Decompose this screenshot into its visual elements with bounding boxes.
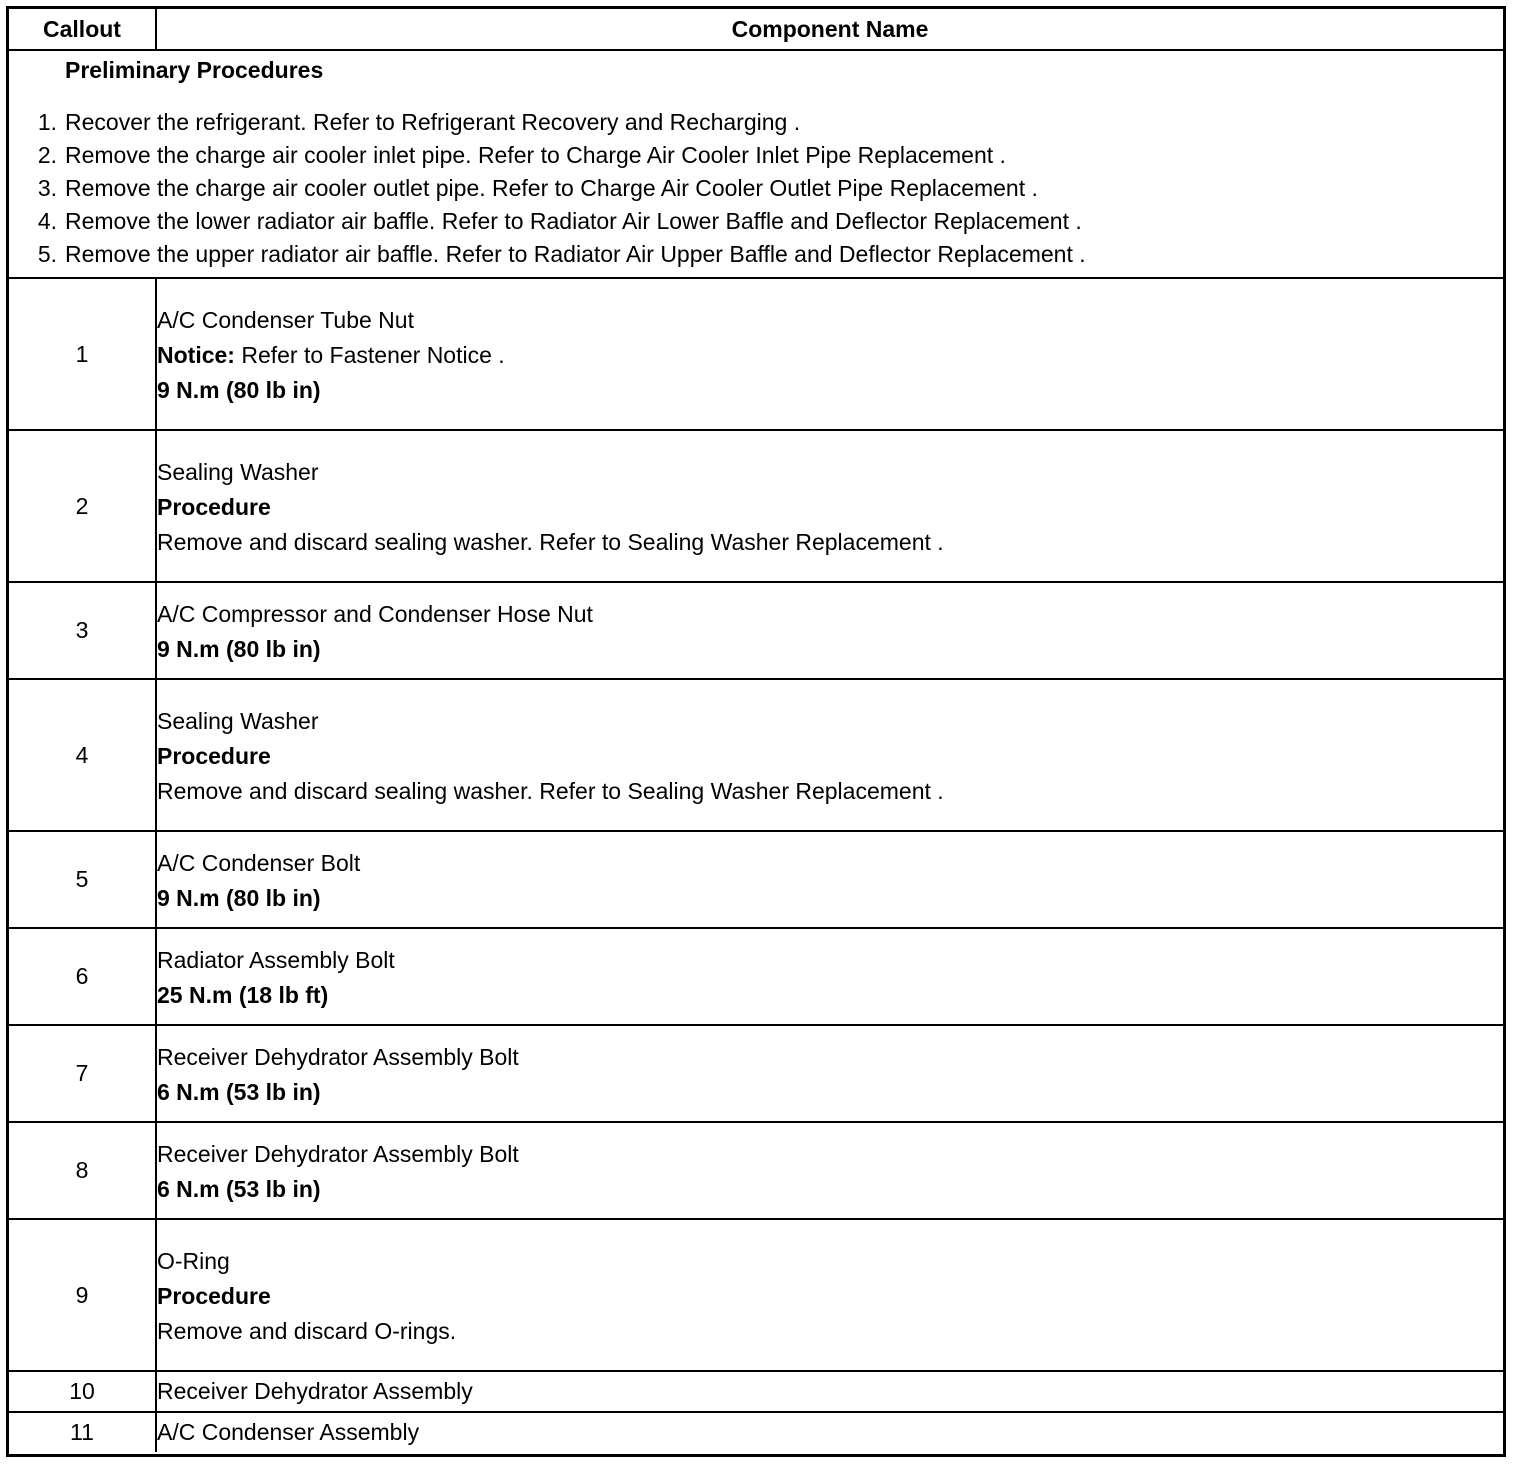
step-text: Remove the upper radiator air baffle. Refer to Radiator Air Upper Baffle and Deflector Replacement .: [65, 241, 1086, 267]
component-cell: [156, 1219, 1503, 1371]
component-name: A/C Condenser Bolt: [157, 849, 361, 876]
step-number: 5.: [37, 241, 57, 267]
component-cell: [156, 1025, 1503, 1122]
component-name: A/C Compressor and Condenser Hose Nut: [157, 600, 593, 627]
preliminary-step: [9, 205, 1503, 238]
torque-spec: 9 N.m (80 lb in): [157, 884, 321, 911]
header-callout: Callout: [9, 9, 156, 50]
step-text: Remove the charge air cooler inlet pipe. Refer to Charge Air Cooler Inlet Pipe Replacement .: [65, 142, 1006, 168]
callout-number: 10: [9, 1371, 156, 1412]
component-cell: [156, 928, 1503, 1025]
procedure-text: Remove and discard sealing washer. Refer to Sealing Washer Replacement .: [157, 528, 944, 555]
notice-text: Refer to Fastener Notice .: [234, 341, 505, 368]
torque-spec: 25 N.m (18 lb ft): [157, 981, 329, 1008]
procedure-label: Procedure: [157, 742, 271, 769]
callout-number: 9: [9, 1219, 156, 1371]
header-component-name: Component Name: [156, 9, 1503, 50]
component-cell: [156, 1412, 1503, 1452]
preliminary-step: [9, 139, 1503, 172]
procedure-label: Procedure: [157, 493, 271, 520]
procedure-text: Remove and discard O-rings.: [157, 1317, 457, 1344]
table-row: [9, 1412, 1503, 1452]
table-row: [9, 1219, 1503, 1371]
component-name: A/C Condenser Assembly: [157, 1419, 420, 1445]
step-text: Remove the lower radiator air baffle. Refer to Radiator Air Lower Baffle and Deflector Replacement .: [65, 208, 1082, 234]
table-row: [9, 1371, 1503, 1412]
component-cell: [156, 430, 1503, 582]
preliminary-step: [9, 172, 1503, 205]
component-cell: [156, 679, 1503, 831]
callout-number: 3: [9, 582, 156, 679]
preliminary-step: [9, 238, 1503, 271]
torque-spec: 6 N.m (53 lb in): [157, 1078, 321, 1105]
component-name: Sealing Washer: [157, 707, 319, 734]
preliminary-step: [9, 106, 1503, 139]
callout-number: 6: [9, 928, 156, 1025]
table-row: [9, 928, 1503, 1025]
step-number: 3.: [37, 175, 57, 201]
callout-number: 5: [9, 831, 156, 928]
component-name: Receiver Dehydrator Assembly Bolt: [157, 1140, 519, 1167]
callout-number: 11: [9, 1412, 156, 1452]
table-row: [9, 430, 1503, 582]
component-table-frame: [6, 6, 1506, 1457]
component-name: A/C Condenser Tube Nut: [157, 306, 414, 333]
notice-label: Notice:: [157, 341, 235, 368]
table-row: [9, 679, 1503, 831]
component-table: [9, 9, 1503, 1452]
component-name: Radiator Assembly Bolt: [157, 946, 395, 973]
table-row: [9, 278, 1503, 430]
torque-spec: 6 N.m (53 lb in): [157, 1175, 321, 1202]
table-row: [9, 831, 1503, 928]
procedure-text: Remove and discard sealing washer. Refer to Sealing Washer Replacement .: [157, 777, 944, 804]
callout-number: 4: [9, 679, 156, 831]
component-name: O-Ring: [157, 1247, 230, 1274]
callout-number: 8: [9, 1122, 156, 1219]
callout-number: 1: [9, 278, 156, 430]
component-cell: [156, 1371, 1503, 1412]
step-text: Remove the charge air cooler outlet pipe. Refer to Charge Air Cooler Outlet Pipe Replacement .: [65, 175, 1038, 201]
preliminary-procedures-cell: [9, 50, 1503, 278]
component-cell: [156, 278, 1503, 430]
preliminary-procedures-row: [9, 50, 1503, 278]
procedure-label: Procedure: [157, 1282, 271, 1309]
component-name: Receiver Dehydrator Assembly: [157, 1378, 473, 1404]
step-number: 2.: [37, 142, 57, 168]
preliminary-procedures-title: Preliminary Procedures: [65, 57, 324, 83]
component-cell: [156, 831, 1503, 928]
step-text: Recover the refrigerant. Refer to Refrigerant Recovery and Recharging .: [65, 109, 801, 135]
torque-spec: 9 N.m (80 lb in): [157, 376, 321, 403]
notice-line: [157, 341, 1503, 369]
header-row: [9, 9, 1503, 50]
component-cell: [156, 1122, 1503, 1219]
step-number: 4.: [37, 208, 57, 234]
table-row: [9, 582, 1503, 679]
torque-spec: 9 N.m (80 lb in): [157, 635, 321, 662]
callout-number: 7: [9, 1025, 156, 1122]
component-cell: [156, 582, 1503, 679]
callout-number: 2: [9, 430, 156, 582]
step-number: 1.: [37, 109, 57, 135]
component-name: Receiver Dehydrator Assembly Bolt: [157, 1043, 519, 1070]
table-row: [9, 1025, 1503, 1122]
component-name: Sealing Washer: [157, 458, 319, 485]
table-row: [9, 1122, 1503, 1219]
